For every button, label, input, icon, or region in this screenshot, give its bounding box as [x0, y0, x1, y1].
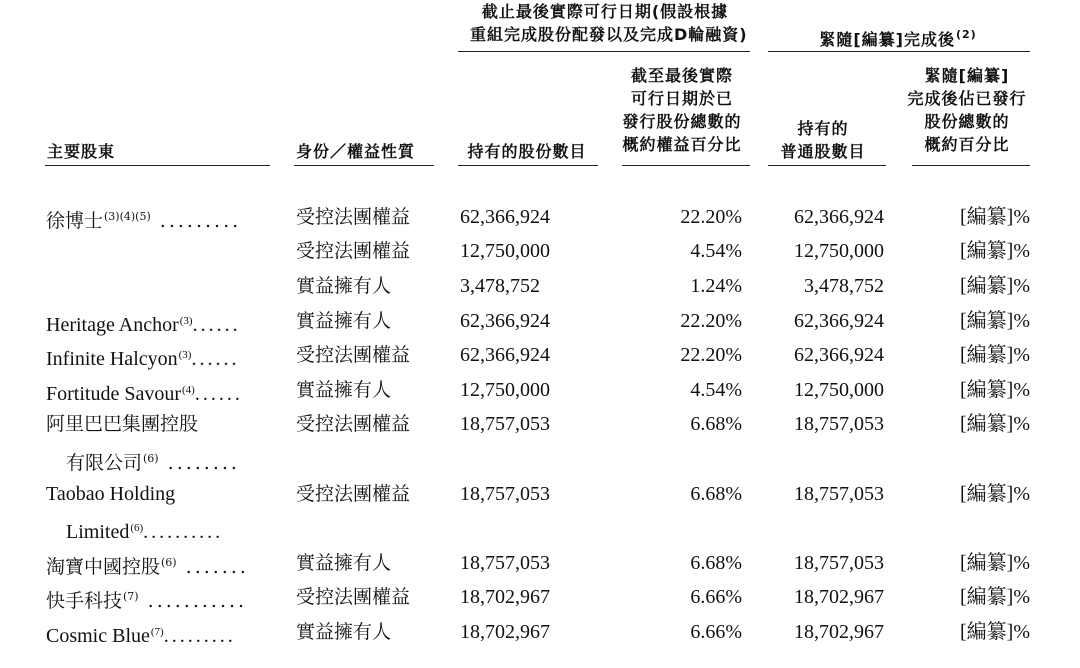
- row-capacity: 受控法團權益: [296, 344, 411, 366]
- dot-leader: .........: [150, 210, 242, 232]
- row-pct-after: [編纂]%: [960, 483, 1030, 505]
- row-ordinary-shares: 18,757,053: [794, 552, 884, 574]
- row-pct-before: 6.68%: [690, 413, 742, 435]
- row-pct-before: 6.68%: [690, 552, 742, 574]
- row-shareholder-name-cont: 有限公司$^{(6)}$ ........: [66, 452, 240, 474]
- dot-leader: ......: [191, 348, 240, 370]
- row-shareholder-name-cont: Limited$^{(6)}$..........: [66, 521, 224, 543]
- row-shares-held: 12,750,000: [460, 379, 550, 401]
- row-pct-after: [編纂]%: [960, 552, 1030, 574]
- group-header-left: [470, 0, 748, 46]
- col-rule-shareholder: [45, 165, 270, 166]
- row-pct-before: 22.20%: [680, 206, 742, 228]
- row-pct-after: [編纂]%: [960, 379, 1030, 401]
- row-shares-held: 62,366,924: [460, 344, 550, 366]
- col-header-pct-before-line-4: 概約權益百分比: [622, 135, 742, 154]
- col-header-pct-before-line-1: 截至最後實際: [630, 66, 733, 85]
- group-header-right-text: 緊隨[編纂]完成後: [819, 30, 955, 49]
- group-header-right-note: (2): [955, 28, 977, 41]
- col-header-capacity: [296, 140, 415, 163]
- row-capacity: 實益擁有人: [296, 310, 392, 332]
- col-header-ordinary-shares: [768, 117, 878, 163]
- row-pct-before: 22.20%: [680, 310, 742, 332]
- dot-leader: ........: [158, 452, 240, 474]
- row-shares-held: 18,757,053: [460, 413, 550, 435]
- dot-leader: ......: [194, 383, 243, 405]
- row-ordinary-shares: 18,757,053: [794, 483, 884, 505]
- row-ordinary-shares: 62,366,924: [794, 344, 884, 366]
- row-shareholder-name: Cosmic Blue$^{(7)}$.........: [46, 625, 236, 647]
- row-pct-after: [編纂]%: [960, 344, 1030, 366]
- col-header-pct-before: [612, 64, 752, 156]
- row-pct-before: 4.54%: [690, 379, 742, 401]
- row-pct-before: 6.66%: [690, 621, 742, 643]
- row-shareholder-name: Taobao Holding: [46, 483, 176, 505]
- row-shares-held: 18,702,967: [460, 621, 550, 643]
- row-pct-after: [編纂]%: [960, 586, 1030, 608]
- row-pct-before: 6.66%: [690, 586, 742, 608]
- col-header-shares-held: [462, 140, 592, 163]
- dot-leader: .........: [163, 625, 236, 647]
- row-ordinary-shares: 62,366,924: [794, 310, 884, 332]
- row-ordinary-shares: 12,750,000: [794, 379, 884, 401]
- row-shareholder-name: Fortitude Savour$^{(4)}$......: [46, 383, 243, 405]
- col-header-pct-after-line-3: 股份總數的: [924, 112, 1010, 131]
- row-ordinary-shares: 18,757,053: [794, 413, 884, 435]
- col-header-pct-after-line-2: 完成後佔已發行: [907, 89, 1027, 108]
- row-shares-held: 18,757,053: [460, 483, 550, 505]
- row-capacity: 實益擁有人: [296, 621, 392, 643]
- col-header-shares-held-text: 持有的股份數目: [467, 142, 587, 161]
- col-header-shareholder: [47, 140, 115, 163]
- row-pct-after: [編纂]%: [960, 413, 1030, 435]
- col-rule-ordinary-shares: [768, 165, 886, 166]
- dot-leader: .......: [176, 556, 249, 578]
- row-ordinary-shares: 3,478,752: [804, 275, 884, 297]
- row-pct-after: [編纂]%: [960, 275, 1030, 297]
- row-shares-held: 3,478,752: [460, 275, 540, 297]
- row-capacity: 實益擁有人: [296, 275, 392, 297]
- row-capacity: 受控法團權益: [296, 413, 411, 435]
- col-header-pct-after-line-4: 概約百分比: [924, 135, 1010, 154]
- row-shareholder-name: 淘寶中國控股$^{(6)}$ .......: [46, 556, 249, 578]
- row-ordinary-shares: 18,702,967: [794, 621, 884, 643]
- row-capacity: 實益擁有人: [296, 552, 392, 574]
- row-pct-before: 6.68%: [690, 483, 742, 505]
- row-shares-held: 18,757,053: [460, 552, 550, 574]
- col-rule-pct-before: [622, 165, 750, 166]
- row-shareholder-name: Infinite Halcyon$^{(3)}$......: [46, 348, 240, 370]
- col-rule-capacity: [294, 165, 434, 166]
- row-ordinary-shares: 62,366,924: [794, 206, 884, 228]
- row-pct-before: 22.20%: [680, 344, 742, 366]
- row-capacity: 實益擁有人: [296, 379, 392, 401]
- col-header-capacity-text: 身份／權益性質: [296, 142, 416, 161]
- row-shares-held: 62,366,924: [460, 310, 550, 332]
- col-header-pct-after-line-1: 緊隨[編纂]: [924, 66, 1010, 85]
- row-shares-held: 18,702,967: [460, 586, 550, 608]
- dot-leader: ..........: [143, 521, 224, 543]
- dot-leader: ...........: [138, 590, 248, 612]
- col-header-ordinary-shares-line-1: 持有的: [797, 119, 849, 138]
- col-header-shareholder-text: 主要股東: [47, 142, 116, 161]
- col-rule-pct-after: [912, 165, 1030, 166]
- row-shareholder-name: 快手科技$^{(7)}$ ...........: [46, 590, 248, 612]
- group-header-left-line-2: 重組完成股份配發以及完成D輪融資): [470, 25, 748, 44]
- group-header-right: [768, 23, 1028, 51]
- row-shareholder-name: Heritage Anchor$^{(3)}$......: [46, 314, 241, 336]
- col-header-pct-before-line-2: 可行日期於已: [630, 89, 733, 108]
- row-shareholder-name: 徐博士$^{(3)(4)(5)}$ .........: [46, 210, 242, 232]
- dot-leader: ......: [192, 314, 241, 336]
- col-header-pct-before-line-3: 發行股份總數的: [622, 112, 742, 131]
- row-capacity: 受控法團權益: [296, 206, 411, 228]
- col-rule-shares-held: [458, 165, 598, 166]
- row-capacity: 受控法團權益: [296, 483, 411, 505]
- row-shareholder-name: 阿里巴巴集團控股: [46, 413, 199, 435]
- group-rule-right: [768, 51, 1030, 52]
- row-pct-after: [編纂]%: [960, 310, 1030, 332]
- row-pct-after: [編纂]%: [960, 240, 1030, 262]
- row-shares-held: 62,366,924: [460, 206, 550, 228]
- group-rule-left: [458, 51, 750, 52]
- row-ordinary-shares: 18,702,967: [794, 586, 884, 608]
- row-capacity: 受控法團權益: [296, 586, 411, 608]
- row-pct-before: 1.24%: [690, 275, 742, 297]
- row-pct-before: 4.54%: [690, 240, 742, 262]
- group-header-left-line-1: 截止最後實際可行日期(假設根據: [481, 2, 729, 21]
- col-header-ordinary-shares-line-2: 普通股數目: [780, 142, 866, 161]
- row-ordinary-shares: 12,750,000: [794, 240, 884, 262]
- row-pct-after: [編纂]%: [960, 206, 1030, 228]
- row-shares-held: 12,750,000: [460, 240, 550, 262]
- row-pct-after: [編纂]%: [960, 621, 1030, 643]
- col-header-pct-after: [900, 64, 1034, 156]
- row-capacity: 受控法團權益: [296, 240, 411, 262]
